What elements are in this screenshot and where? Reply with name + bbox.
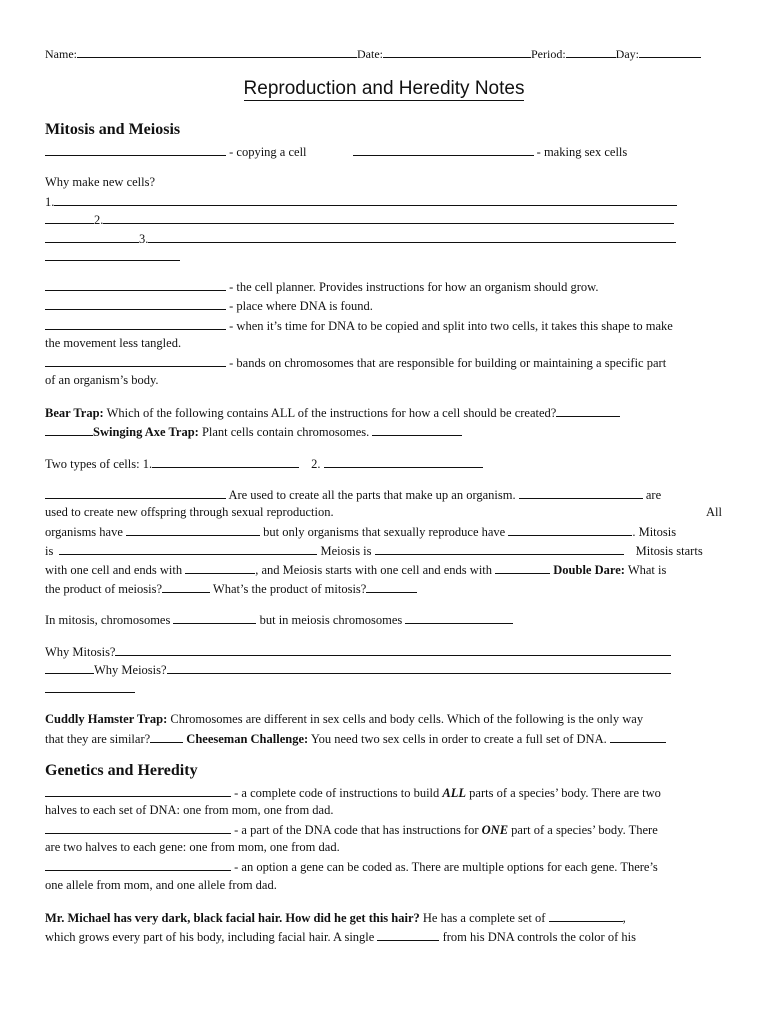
- para-line-1: Are used to create all the parts that make up an organism. are: [45, 487, 661, 503]
- def-dna-cont: halves to each set of DNA: one from mom, one from dad.: [45, 803, 334, 817]
- blank-sex-cells[interactable]: [353, 144, 534, 156]
- def-gene: - bands on chromosomes that are responsible for building or maintaining a specific part: [45, 355, 666, 371]
- blank-bear[interactable]: [556, 405, 620, 417]
- blank-copying[interactable]: [45, 144, 226, 156]
- para-line-3: organisms have but only organisms that sexually reproduce have . Mitosis: [45, 525, 677, 539]
- blank-gene-2[interactable]: [45, 822, 231, 834]
- def-chromosome: - when it’s time for DNA to be copied and split into two cells, it takes this shape to make: [45, 318, 673, 334]
- blank-cheese[interactable]: [610, 731, 666, 743]
- mr-michael-cont: which grows every part of his body, including facial hair. A single from his DNA controls the color of his: [45, 930, 636, 944]
- section-heading-genetics: Genetics and Heredity: [45, 762, 198, 779]
- answer-line-2: 2.: [45, 212, 674, 228]
- cheeseman-challenge: that they are similar? Cheeseman Challenge: You need two sex cells in order to create a full set of DNA.: [45, 731, 666, 747]
- why-meiosis-cont: [45, 681, 135, 697]
- blank-mitosis-chrom[interactable]: [173, 612, 256, 624]
- para-line-2: used to create new offspring through sexual reproduction. All: [45, 505, 722, 519]
- answer-line-1: 1.: [45, 194, 677, 210]
- def-allele-cont: one allele from mom, and one allele from dad.: [45, 878, 277, 892]
- blank-chromosome[interactable]: [45, 318, 226, 330]
- why-new-cells: Why make new cells?: [45, 175, 156, 189]
- blank-bear-cont[interactable]: [45, 424, 93, 436]
- def-dna: - a complete code of instructions to build ALL parts of a species’ body. There are two: [45, 785, 661, 801]
- two-types-cells: Two types of cells: 1. 2.: [45, 456, 483, 472]
- answer-1-cont[interactable]: [45, 212, 94, 224]
- date-field[interactable]: [383, 46, 531, 58]
- blank-sex-cells-2[interactable]: [519, 487, 643, 499]
- swinging-axe-trap: Swinging Axe Trap: Plant cells contain chromosomes.: [45, 424, 462, 440]
- blank-body-cells[interactable]: [45, 487, 226, 499]
- def-allele: - an option a gene can be coded as. There are multiple options for each gene. There’s: [45, 859, 658, 875]
- header-line: [45, 46, 701, 62]
- answer-3-cont[interactable]: [45, 249, 180, 261]
- answer-3-field[interactable]: [148, 231, 676, 243]
- blank-allele[interactable]: [45, 859, 231, 871]
- blank-gene-single[interactable]: [377, 929, 439, 941]
- blank-meiosis-is[interactable]: [375, 543, 624, 555]
- blank-all-organisms[interactable]: [126, 524, 260, 536]
- answer-1-field[interactable]: [54, 194, 677, 206]
- chromosome-compare: In mitosis, chromosomes but in meiosis chromosomes: [45, 612, 513, 628]
- def-cell-planner: - the cell planner. Provides instructions for how an organism should grow.: [45, 279, 599, 295]
- period-label: Period:: [531, 47, 566, 61]
- blank-dna[interactable]: [45, 279, 226, 291]
- blank-mitosis-product[interactable]: [366, 581, 417, 593]
- blank-axe[interactable]: [372, 424, 462, 436]
- def-gene-2: - a part of the DNA code that has instructions for ONE part of a species’ body. There: [45, 822, 658, 838]
- blank-gene[interactable]: [45, 355, 226, 367]
- date-label: Date:: [357, 47, 383, 61]
- why-mitosis: Why Mitosis?: [45, 644, 671, 660]
- blank-type-2[interactable]: [324, 456, 483, 468]
- def-gene-cont: of an organism’s body.: [45, 373, 159, 387]
- answer-line-3: 3.: [45, 231, 676, 247]
- hamster-trap: Cuddly Hamster Trap: Chromosomes are different in sex cells and body cells. Which of the following is the only way: [45, 712, 644, 726]
- answer-line-4: [45, 249, 180, 265]
- blank-genome[interactable]: [45, 785, 231, 797]
- blank-why-mitosis[interactable]: [115, 644, 671, 656]
- para-line-4: is Meiosis is Mitosis starts: [45, 544, 703, 558]
- para-line-6: the product of meiosis? What’s the product of mitosis?: [45, 581, 417, 597]
- def-gene-2-cont: are two halves to each gene: one from mom, one from dad.: [45, 840, 340, 854]
- blank-why-mitosis-cont[interactable]: [45, 662, 94, 674]
- para-line-5: with one cell and ends with , and Meiosis starts with one cell and ends with Double Dare: What is: [45, 563, 667, 577]
- section-heading-mitosis: Mitosis and Meiosis: [45, 121, 181, 138]
- def-nucleus: - place where DNA is found.: [45, 298, 373, 314]
- blank-mitosis-ends[interactable]: [185, 562, 255, 574]
- answer-2-cont[interactable]: [45, 231, 139, 243]
- blank-type-1[interactable]: [152, 456, 299, 468]
- blank-why-meiosis-cont[interactable]: [45, 681, 135, 693]
- blank-dna-set[interactable]: [549, 910, 623, 922]
- name-field[interactable]: [77, 46, 357, 58]
- blank-why-meiosis[interactable]: [167, 662, 671, 674]
- def-chromosome-cont: the movement less tangled.: [45, 336, 182, 350]
- vocab-line-1: - copying a cell - making sex cells: [45, 144, 627, 160]
- blank-sexual[interactable]: [508, 524, 632, 536]
- why-meiosis: Why Meiosis?: [45, 662, 671, 678]
- bear-trap: Bear Trap: Which of the following contains ALL of the instructions for how a cell should be created?: [45, 405, 620, 421]
- blank-nucleus[interactable]: [45, 298, 226, 310]
- blank-meiosis-product[interactable]: [162, 581, 210, 593]
- day-label: Day:: [615, 47, 639, 61]
- mr-michael-question: Mr. Michael has very dark, black facial hair. How did he get this hair? He has a complete set of ,: [45, 911, 626, 925]
- day-field[interactable]: [639, 46, 701, 58]
- blank-mitosis-is[interactable]: [59, 543, 317, 555]
- name-label: Name:: [45, 47, 77, 61]
- blank-hamster[interactable]: [150, 731, 183, 743]
- blank-meiosis-chrom[interactable]: [405, 612, 513, 624]
- blank-meiosis-ends[interactable]: [495, 562, 550, 574]
- period-field[interactable]: [566, 46, 616, 58]
- page-title: Reproduction and Heredity Notes: [243, 78, 525, 99]
- answer-2-field[interactable]: [103, 212, 674, 224]
